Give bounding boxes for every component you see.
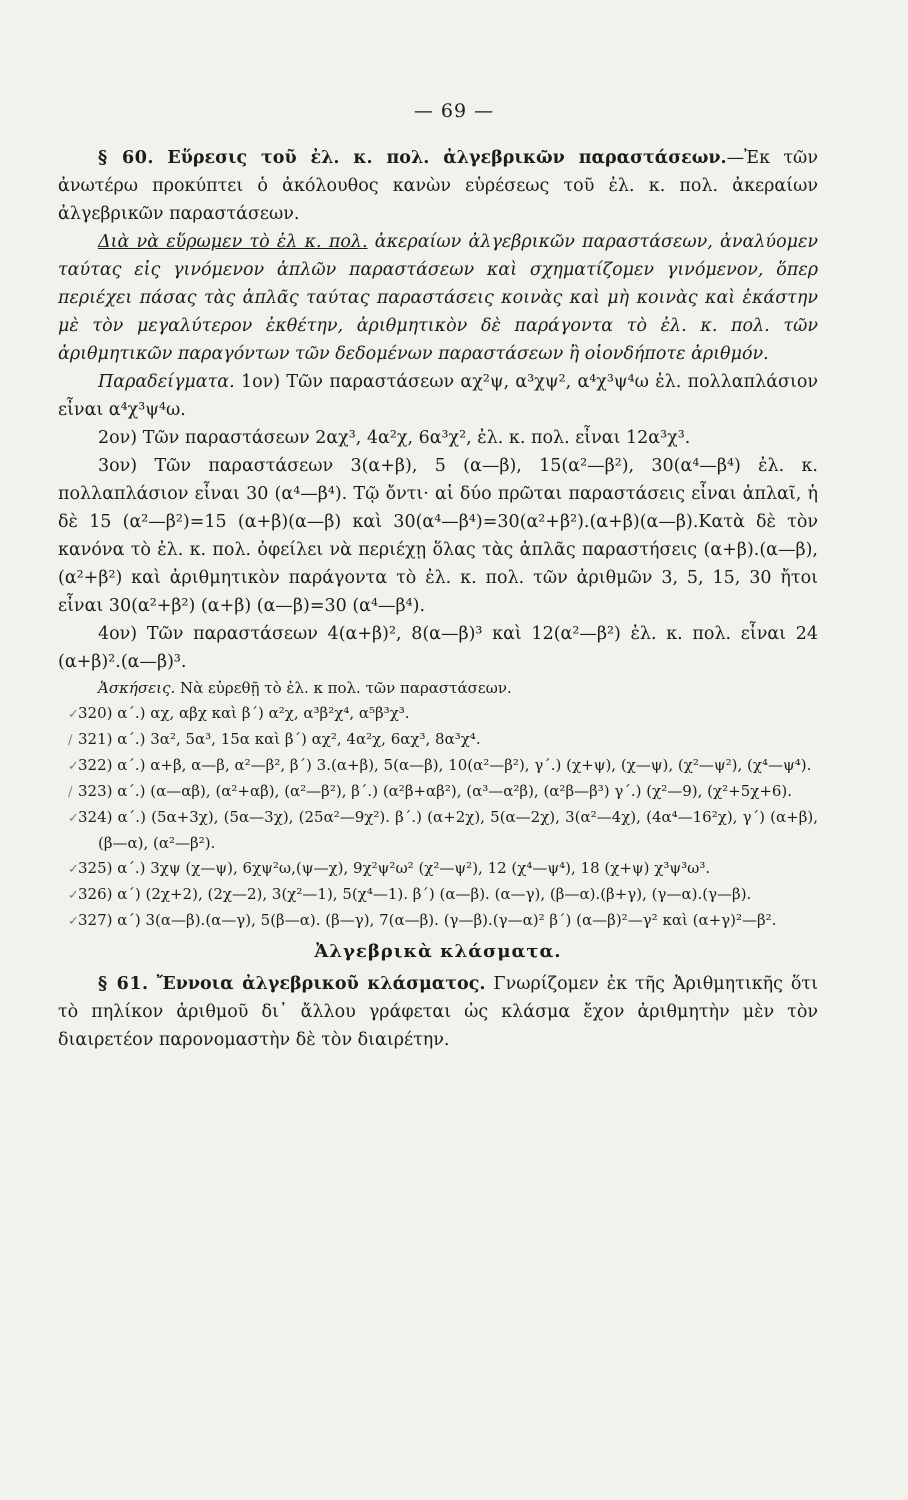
- check-mark-icon: ✓: [68, 888, 79, 903]
- exercise-text: 324) α΄.) (5α+3χ), (5α—3χ), (25α²—9χ²). β΄.) (α+2χ), 5(α—2χ), 3(α²—4χ), (4α⁴—16²χ), γ΄) (α+β), (β—α), (α²—β²).: [78, 808, 818, 852]
- exercise-item: [58, 779, 818, 805]
- exercise-item: [58, 908, 818, 934]
- section-61-paragraph: [58, 970, 818, 1054]
- section-60-intro: —Ἐκ τῶν ἀνωτέρω προκύπτει ὁ ἀκόλουθος κανὼν εὑρέσεως τοῦ ἐλ. κ. πολ. ἀκεραίων ἀλγεβρικῶν παραστάσεων.: [58, 148, 818, 224]
- example-3: 3ον) Τῶν παραστάσεων 3(α+β), 5 (α—β), 15(α²—β²), 30(α⁴—β⁴) ἐλ. κ. πολλαπλάσιον εἶναι 30 (α⁴—β⁴). Τῷ ὄντι· αἱ δύο πρῶται παραστάσεις εἶναι ἁπλαῖ, ἡ δὲ 15 (α²—β²)=15 (α+β)(α—β) καὶ 30(α⁴—β⁴)=30(α²+β²).(α+β)(α—β).Κατὰ δὲ τὸν κανόνα τὸ ἐλ. κ. πολ. ὀφείλει νὰ περιέχῃ ὅλας τὰς ἁπλᾶς παραστήσεις (α+β).(α—β),(α²+β²) καὶ ἀριθμητικὸν παράγοντα τὸ ἐλ. κ. πολ. τῶν ἀριθμῶν 3, 5, 15, 30 ἤτοι εἶναι 30(α²+β²) (α+β) (α—β)=30 (α⁴—β⁴).: [58, 456, 818, 616]
- exercise-item: [58, 805, 818, 856]
- page-number: — 69 —: [413, 100, 495, 122]
- examples-label: Παραδείγματα.: [98, 372, 235, 392]
- rule-text: ἀκεραίων ἀλγεβρικῶν παραστάσεων, ἀναλύομεν ταύτας εἰς γινόμενον ἁπλῶν παραστάσεων καὶ σχηματίζομεν γινόμενον, ὅπερ περιέχει πάσας τὰς ἁπλᾶς ταύτας παραστάσεις κοινὰς καὶ μὴ κοινὰς καὶ ἑκάστην μὲ τὸν μεγαλύτερον ἐκθέτην, ἀριθμητικὸν δὲ παράγοντα τὸ ἐλ. κ. πολ. τῶν ἀριθμητικῶν παραγόντων τῶν δεδομένων παραστάσεων ἢ οἱονδήποτε ἀριθμόν.: [58, 232, 819, 364]
- check-mark-icon: ✓: [68, 759, 79, 774]
- section-60-title: Εὕρεσις τοῦ ἐλ. κ. πολ. ἀλγεβρικῶν παραστάσεων.: [167, 148, 727, 168]
- check-mark-icon: ✓: [68, 811, 79, 826]
- section-61-title: Ἔννοια ἀλγεβρικοῦ κλάσματος.: [156, 974, 486, 994]
- check-mark-icon: ✓: [68, 914, 79, 929]
- exercise-text: 323) α΄.) (α—αβ), (α²+αβ), (α²—β²), β΄.) (α²β+αβ²), (α³—α²β), (α²β—β³) γ΄.) (χ²—9), (χ²+5χ+6).: [78, 782, 793, 800]
- example-1: [58, 368, 818, 424]
- exercises-heading: [58, 676, 818, 701]
- check-mark-icon: /: [68, 785, 73, 800]
- exercises-label: Ἀσκήσεις.: [98, 679, 176, 697]
- check-mark-icon: ✓: [68, 707, 79, 722]
- exercise-text: 322) α΄.) α+β, α—β, α²—β², β΄) 3.(α+β), 5(α—β), 10(α²—β²), γ΄.) (χ+ψ), (χ—ψ), (χ²—ψ²), (χ⁴—ψ⁴).: [78, 756, 812, 774]
- exercise-text: 320) α΄.) αχ, αβχ καὶ β΄) α²χ, α³β²χ⁴, α⁵β³χ³.: [78, 704, 410, 722]
- example-2: 2ον) Τῶν παραστάσεων 2αχ³, 4α²χ, 6α³χ², ἐλ. κ. πολ. εἶναι 12α³χ³.: [98, 428, 691, 448]
- example-4: 4ον) Τῶν παραστάσεων 4(α+β)², 8(α—β)³ καὶ 12(α²—β²) ἐλ. κ. πολ. εἶναι 24 (α+β)².(α—β)³.: [58, 624, 818, 672]
- exercise-item: [58, 701, 818, 727]
- rule-paragraph: [58, 228, 818, 368]
- section-61-number: § 61.: [98, 974, 149, 994]
- exercise-item: [58, 753, 818, 779]
- page-body: [58, 144, 818, 1054]
- exercise-text: 325) α΄.) 3χψ (χ—ψ), 6χψ²ω,(ψ—χ), 9χ²ψ²ω² (χ²—ψ²), 12 (χ⁴—ψ⁴), 18 (χ+ψ) χ³ψ³ω³.: [78, 859, 711, 877]
- exercises-intro: Νὰ εὑρεθῇ τὸ ἐλ. κ πολ. τῶν παραστάσεων.: [180, 679, 512, 697]
- exercise-item: [58, 856, 818, 882]
- check-mark-icon: ✓: [68, 862, 79, 877]
- section-61-text: Γνωρίζομεν ἐκ τῆς Ἀριθμητικῆς ὅτι τὸ πηλίκον ἀριθμοῦ δι᾽ ἄλλου γράφεται ὡς κλάσμα ἔχον ἀριθμητὴν μὲν τὸν διαιρετέον παρονομαστὴν δὲ τὸν διαιρέτην.: [58, 974, 818, 1050]
- exercise-item: [58, 727, 818, 753]
- exercise-item: [58, 882, 818, 908]
- section-60-number: § 60.: [98, 148, 154, 168]
- chapter-heading: Ἀλγεβρικὰ κλάσματα.: [314, 941, 562, 962]
- example-1-text: 1ον) Τῶν παραστάσεων αχ²ψ, α³χψ², α⁴χ³ψ⁴ω ἐλ. πολλαπλάσιον εἶναι α⁴χ³ψ⁴ω.: [58, 372, 818, 420]
- rule-lead: Διὰ νὰ εὕρωμεν τὸ ἐλ κ. πολ.: [98, 232, 368, 252]
- section-60-paragraph: [58, 144, 818, 228]
- exercise-text: 327) α΄) 3(α—β).(α—γ), 5(β—α). (β—γ), 7(α—β). (γ—β).(γ—α)² β΄) (α—β)²—γ² καὶ (α+γ)²—β².: [78, 911, 777, 929]
- check-mark-icon: /: [68, 733, 73, 748]
- exercise-text: 321) α΄.) 3α², 5α³, 15α καὶ β΄) αχ², 4α²χ, 6αχ³, 8α³χ⁴.: [78, 730, 481, 748]
- exercises-block: [58, 676, 818, 934]
- exercise-text: 326) α΄) (2χ+2), (2χ—2), 3(χ²—1), 5(χ⁴—1). β΄) (α—β). (α—γ), (β—α).(β+γ), (γ—α).(γ—β).: [78, 885, 752, 903]
